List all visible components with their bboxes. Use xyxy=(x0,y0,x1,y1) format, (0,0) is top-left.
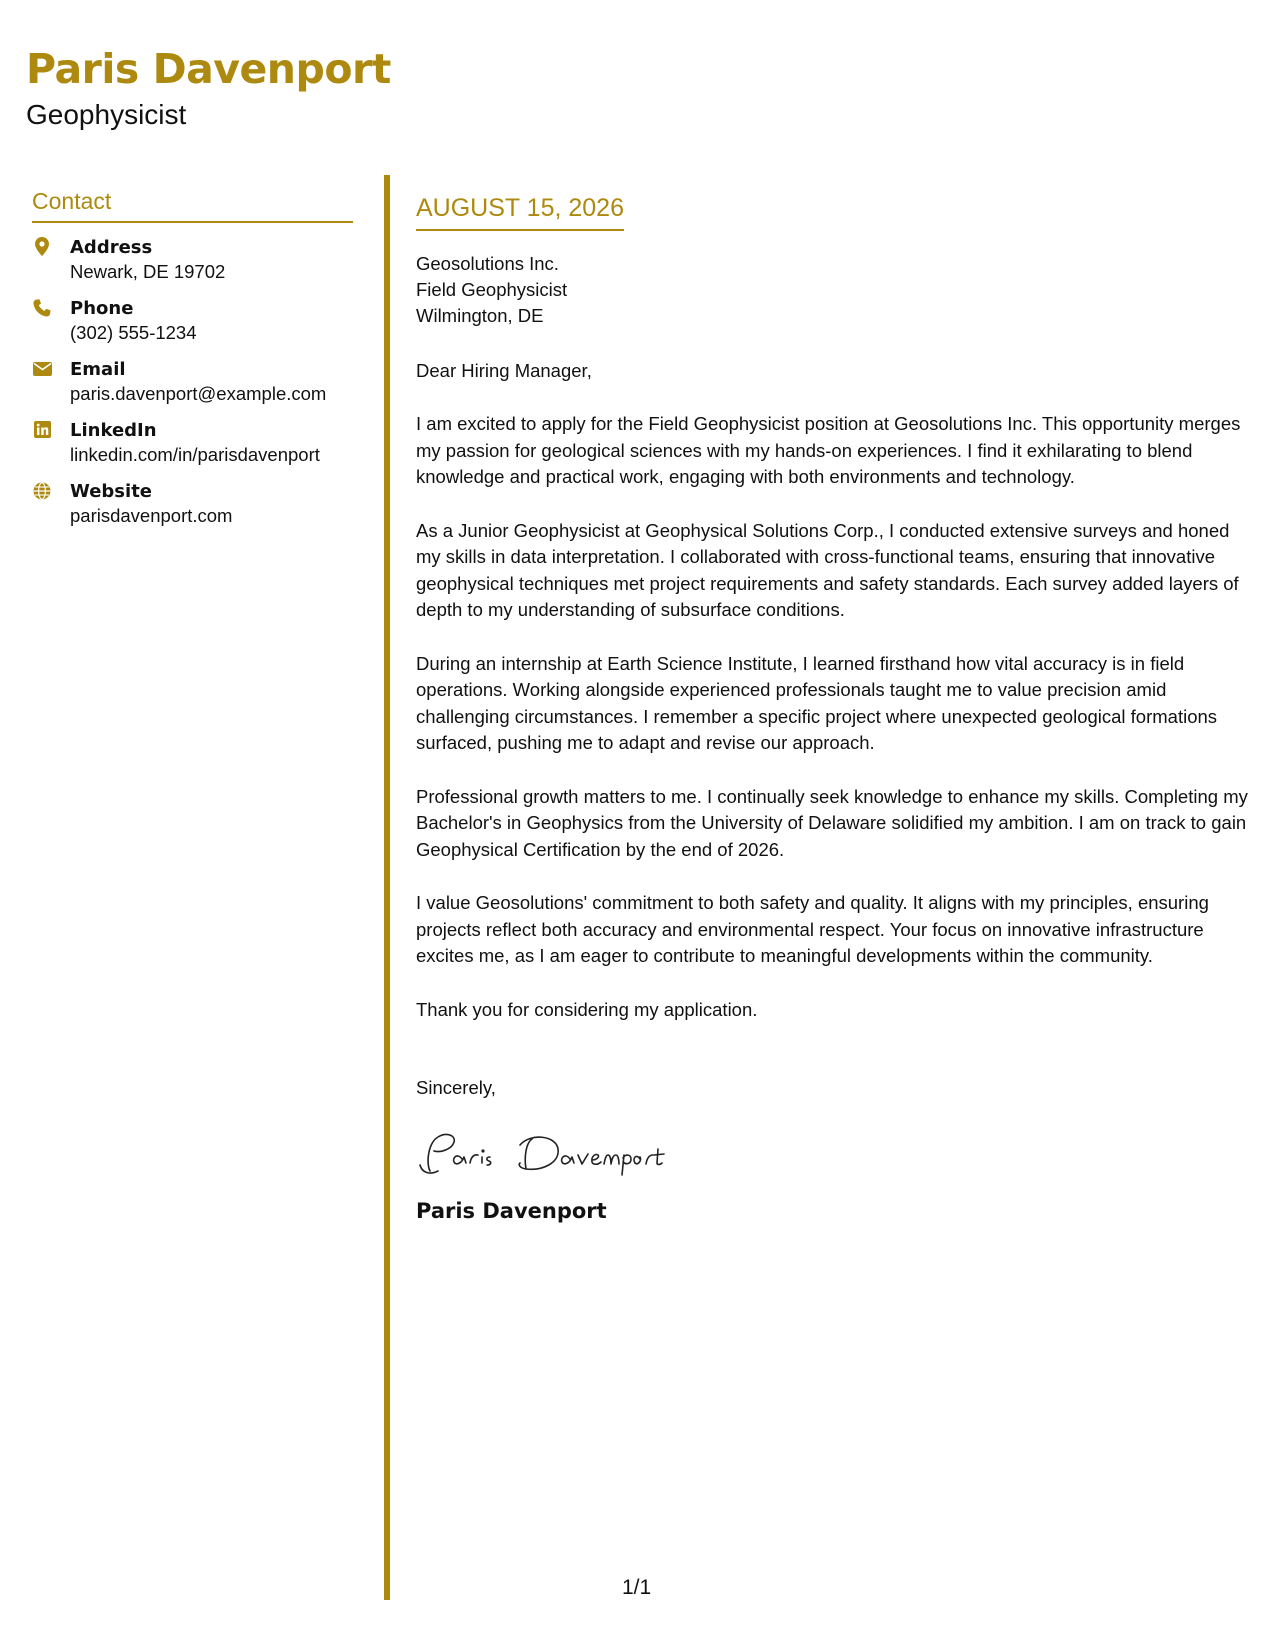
address-value: Newark, DE 19702 xyxy=(70,260,226,282)
recipient-block xyxy=(416,251,1256,329)
paragraph-2: As a Junior Geophysicist at Geophysical Solutions Corp., I conducted extensive surveys and honed my skills in data interpretation. I collaborated with cross-functional teams, ensuring that innovative geophysical techniques met project requirements and safety standards. Each survey added layers of depth to my understanding of subsurface conditions. xyxy=(416,519,1239,620)
envelope-icon xyxy=(32,359,52,379)
map-marker-icon xyxy=(32,237,52,257)
contact-label: LinkedIn xyxy=(70,419,157,441)
contact-sidebar xyxy=(32,188,353,541)
contact-item-address xyxy=(32,236,353,284)
phone-icon xyxy=(32,298,52,318)
globe-icon xyxy=(32,481,52,501)
handwritten-signature xyxy=(416,1127,1256,1181)
recipient-company: Geosolutions Inc. xyxy=(416,253,559,274)
closing-thanks: Thank you for considering my application. xyxy=(416,998,758,1020)
sign-off: Sincerely, xyxy=(416,1076,496,1098)
contact-item-website xyxy=(32,480,353,528)
email-value: paris.davenport@example.com xyxy=(70,382,327,404)
applicant-title: Geophysicist xyxy=(26,99,187,130)
phone-value: (302) 555-1234 xyxy=(70,321,197,343)
applicant-name: Paris Davenport xyxy=(26,45,391,93)
paragraph-3: During an internship at Earth Science Institute, I learned firsthand how vital accuracy is in field operations. Working alongside experienced professionals taught me to value precision amid challenging circumstances. I remember a specific project where unexpected geological formations surfaced, pushing me to adapt and revise our approach. xyxy=(416,652,1218,753)
signed-name: Paris Davenport xyxy=(416,1198,607,1223)
paragraph-1: I am excited to apply for the Field Geophysicist position at Geosolutions Inc. This opportunity merges my passion for geological sciences with my hands-on experiences. I find it exhilarating to blend knowledge and practical work, engaging with both environments and technology. xyxy=(416,413,1241,487)
contact-label: Phone xyxy=(70,297,134,319)
linkedin-icon xyxy=(32,420,52,440)
website-value: parisdavenport.com xyxy=(70,504,233,526)
vertical-divider xyxy=(384,175,390,1600)
recipient-location: Wilmington, DE xyxy=(416,305,544,326)
recipient-position: Field Geophysicist xyxy=(416,279,568,300)
contact-label: Address xyxy=(70,236,153,258)
contact-item-linkedin xyxy=(32,419,353,467)
salutation: Dear Hiring Manager, xyxy=(416,360,592,381)
linkedin-value: linkedin.com/in/parisdavenport xyxy=(70,443,320,465)
page-number: 1/1 xyxy=(622,1576,652,1599)
letter-body xyxy=(416,193,1256,1225)
paragraph-5: I value Geosolutions' commitment to both safety and quality. It aligns with my principles, ensuring projects reflect both accuracy and environmental respect. Your focus on innovative infrastructure excites me, as I am eager to contribute to meaningful developments within the community. xyxy=(416,892,1209,966)
contact-label: Email xyxy=(70,358,126,380)
contact-heading: Contact xyxy=(32,188,353,223)
letter-date: AUGUST 15, 2026 xyxy=(416,193,624,231)
contact-label: Website xyxy=(70,480,153,502)
contact-item-email xyxy=(32,358,353,406)
paragraph-4: Professional growth matters to me. I continually seek knowledge to enhance my skills. Completing my Bachelor's in Geophysics from the University of Delaware solidified my ambition. I am on track to gain Geophysical Certification by the end of 2026. xyxy=(416,785,1248,860)
contact-item-phone xyxy=(32,297,353,345)
